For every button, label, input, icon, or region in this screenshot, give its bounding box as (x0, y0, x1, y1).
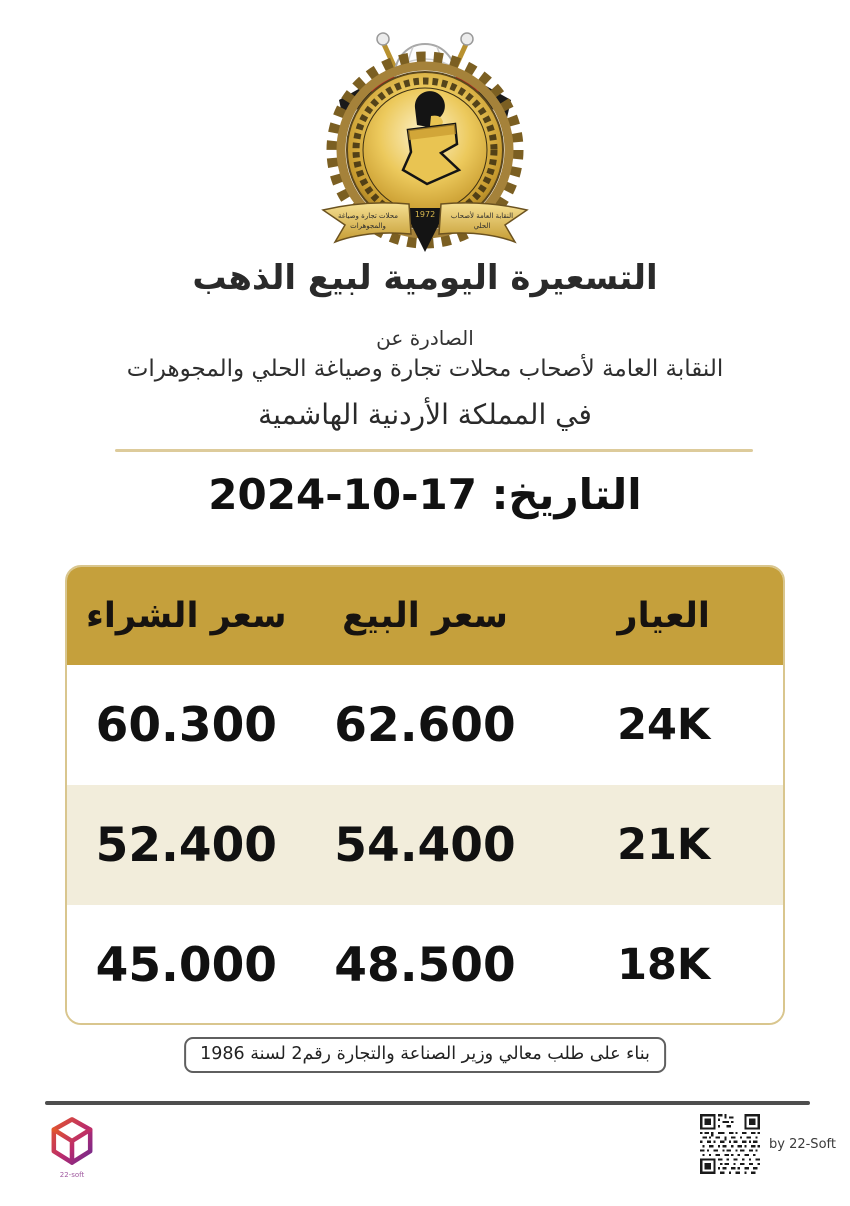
footer-divider (45, 1101, 810, 1105)
qr-credit-text: by 22-Soft (769, 1136, 836, 1152)
maker-logo-caption: 22-soft (59, 1171, 85, 1179)
sell-price-value: 48.500 (334, 937, 516, 993)
date-line: التاريخ: 17-10-2024 (208, 470, 642, 519)
karat-value: 24K (617, 700, 711, 750)
established-year: 1972 (414, 210, 436, 219)
page-title: التسعيرة اليومية لبيع الذهب (192, 258, 658, 298)
issued-by-label: الصادرة عن (376, 326, 474, 350)
karat-value: 18K (617, 940, 711, 990)
column-header-buy-price: سعر الشراء (86, 596, 287, 636)
table-row-21k (67, 785, 783, 905)
table-row-18k (67, 905, 783, 1025)
issuer-name: النقابة العامة لأصحاب محلات تجارة وصياغة الحلي والمجوهرات (126, 356, 724, 382)
column-header-sell-price: سعر البيع (342, 596, 508, 636)
ribbon-text-left-2: والمجوهرات (350, 222, 386, 230)
karat-value: 21K (617, 820, 711, 870)
gold-price-table (65, 565, 785, 1025)
buy-price-value: 60.300 (95, 697, 277, 753)
sell-price-value: 54.400 (334, 817, 516, 873)
ribbon-text-left-1: محلات تجارة وصياغة (337, 212, 399, 220)
sell-price-value: 62.600 (334, 697, 516, 753)
syndicate-emblem-logo (304, 12, 546, 256)
buy-price-value: 52.400 (95, 817, 277, 873)
ribbon-text-right-1: النقابة العامة لأصحاب (450, 212, 514, 220)
country-line: في المملكة الأردنية الهاشمية (258, 398, 592, 431)
qr-credit-block (698, 1112, 836, 1176)
qr-code-icon (698, 1112, 762, 1176)
maker-logo (44, 1116, 100, 1179)
column-header-karat: العيار (617, 596, 710, 636)
buy-price-value: 45.000 (95, 937, 277, 993)
legal-note: بناء على طلب معالي وزير الصناعة والتجارة رقم2 لسنة 1986 (184, 1037, 666, 1073)
table-row-24k (67, 665, 783, 785)
ribbon-text-right-2: الحلي (473, 222, 491, 230)
table-header-row (67, 567, 783, 665)
cube-logo-icon (49, 1116, 95, 1166)
gold-divider (115, 449, 753, 452)
